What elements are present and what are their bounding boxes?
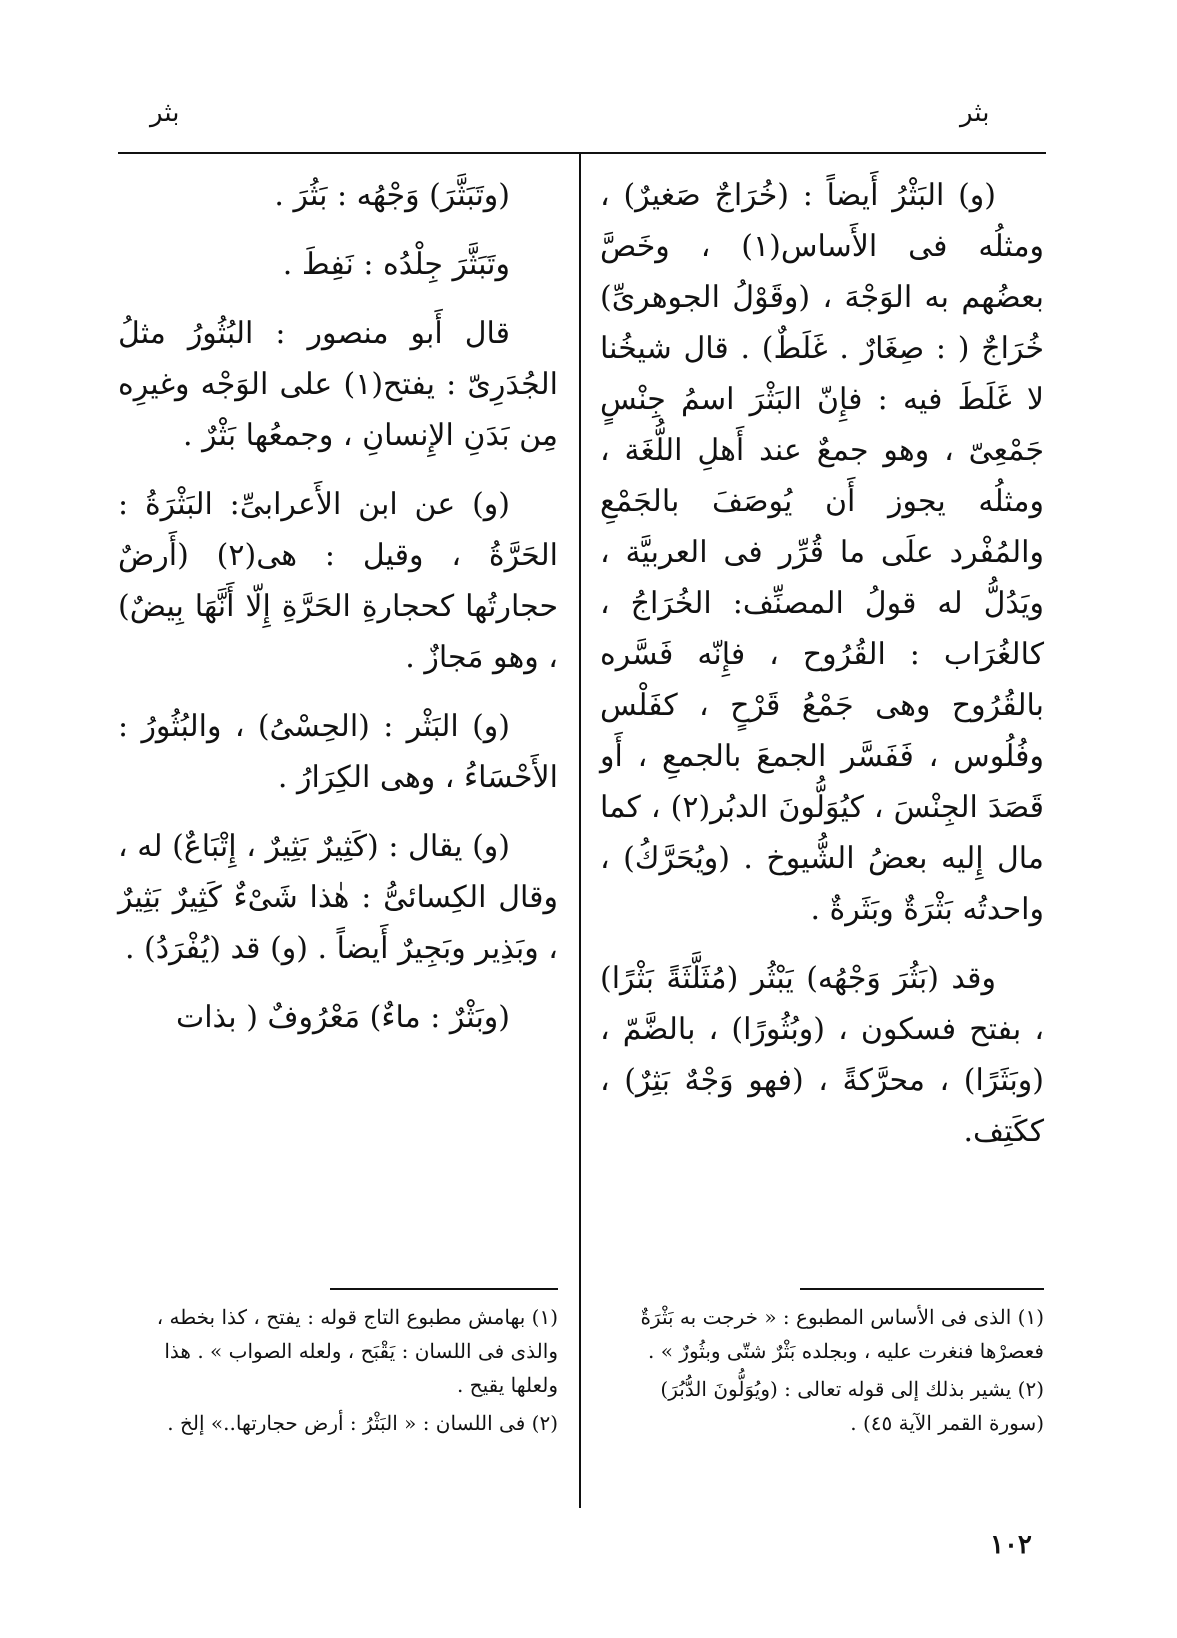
header-rule: [118, 152, 1046, 154]
paragraph: (و) عن ابن الأَعرابىِّ: البَثْرَةُ : الحَرَّةُ ، وقيل : هى(٢) (أَرضٌ حجارتُها كحجارةِ الحَرَّةِ إِلّا أَنَّهَا بِيضٌ) ، وهو مَجازٌ .: [118, 487, 558, 675]
paragraph: وقد (بَثُرَ وَجْهُه) يَبْثُر (مُثَلَّثَةً بَثْرًا) ، بفتح فسكون ، (وبُثُورًا) ، بالضَّمّ ، (وبَثَرًا) ، محرَّكةً ، (فهو وَجْهٌ بَثِرٌ) ، ككَتِف.: [600, 961, 1044, 1149]
footnote: (٢) يشير بذلك إلى قوله تعالى : (ويُوَلُّونَ الدُّبُرَ) (سورة القمر الآية ٤٥) .: [660, 1377, 1044, 1435]
right-column: [600, 170, 1044, 1175]
running-header-left: بثر: [150, 98, 180, 128]
footnote: (١) بهامش مطبوع التاج قوله : يفتح ، كذا بخطه ، والذى فى اللسان : يَقْبَح ، ولعله الصواب » . هذا ولعلها يقيح .: [156, 1305, 558, 1397]
paragraph: قال أَبو منصور : البُثُورُ مثلُ الجُدَرِىّ : يفتح(١) على الوَجْه وغيرِه مِن بَدَنِ الإِنسانِ ، وجمعُها بَثْرٌ .: [118, 316, 558, 453]
left-column: [118, 170, 558, 1061]
running-header-right: بثر: [960, 98, 990, 128]
paragraph: وتَبَثَّرَ جِلْدُه : نَفِطَ .: [282, 247, 510, 282]
paragraph: (وتَبَثَّرَ) وَجْهُه : بَثُرَ .: [274, 178, 510, 213]
footnotes-right: [600, 1300, 1044, 1444]
footnotes-left: [118, 1300, 558, 1444]
paragraph: (و) البَثْرُ أَيضاً : (خُرَاجٌ صَغيرٌ) ، ومثلُه فى الأَساس(١) ، وخَصَّ بعضُهم به الوَجْهَ ، (وقَوْلُ الجوهرىِّ) خُرَاجٌ ( : صِغَارٌ . غَلَطٌ) . قال شيخُنا لا غَلَطَ فيه : فإِنّ البَثْرَ اسمُ جِنْسٍ جَمْعِىّ ، وهو جمعٌ عند أَهلِ اللُّغَة ، ومثلُه يجوز أَن يُوصَفَ بالجَمْعِ والمُفْرد علَى ما قُرِّر فى العربيَّة ، ويَدُلُّ له قولُ المصنِّف: الخُرَاجُ ، كالغُرَاب : القُرُوح ، فإِنّه فَسَّره بالقُرُوح وهى جَمْعُ قَرْحٍ ، كفَلْس وفُلُوس ، فَفَسَّر الجمعَ بالجمعِ ، أَو قَصَدَ الجِنْسَ ، كيُوَلُّونَ الدبُر(٢) ، كما مال إِليه بعضُ الشُّيوخ . (ويُحَرَّكُ) ، واحدتُه بَثْرَةٌ وبَثَرةٌ .: [600, 178, 1044, 927]
paragraph: (وبَثْرٌ : ماءٌ) مَعْرُوفٌ ( بذات: [175, 1000, 510, 1035]
footnote: (١) الذى فى الأساس المطبوع : « خرجت به بَثْرَةٌ فعصرْها فنغرت عليه ، وبجلده بَثْرٌ شتّى وبثُورٌ » .: [640, 1305, 1044, 1363]
paragraph: (و) يقال : (كَثِيرٌ بَثِيرٌ ، إِتْبَاعٌ) له ، وقال الكِسائىُّ : هٰذا شَىْءٌ كَثِيرٌ بَثِيرٌ ، وبَذِير وبَجِيرٌ أَيضاً . (و) قد (يُفْرَدُ) .: [118, 829, 558, 966]
column-divider: [579, 153, 581, 1508]
footnote: (٢) فى اللسان : « البَثْرُ : أرض حجارتها..» إلخ .: [167, 1411, 558, 1435]
paragraph: (و) البَثْر : (الحِسْىُ) ، والبُثُورُ : الأَحْسَاءُ ، وهى الكِرَارُ .: [118, 709, 558, 795]
footnote-rule-left: [330, 1288, 558, 1290]
footnote-rule-right: [800, 1288, 1044, 1290]
page-number: ١٠٢: [990, 1530, 1032, 1560]
